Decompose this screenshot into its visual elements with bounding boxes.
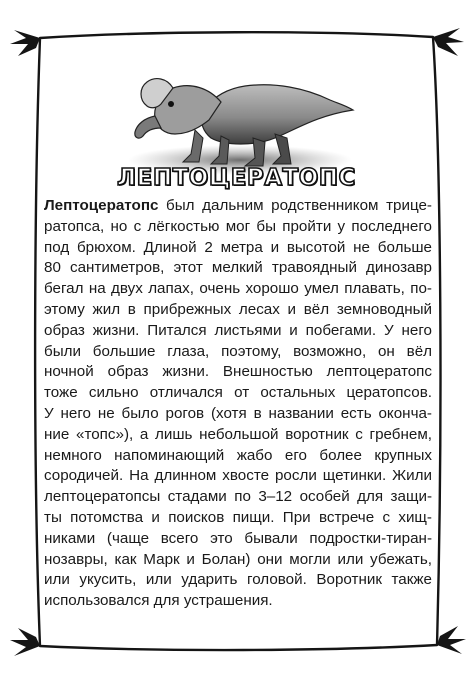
text-line: никами (чаще всего это бывали подростки-тиран-: [44, 529, 432, 547]
text-line: под брюхом. Длиной 2 метра и высотой не больше: [44, 238, 432, 256]
dinosaur-illustration: [125, 58, 355, 178]
text-line: нозавры, как Марк и Болан) они могли или убежать,: [44, 550, 432, 568]
text-line: использовался для устрашения.: [44, 592, 273, 610]
corner-claw-icon: [10, 628, 40, 656]
text-line: [44, 196, 432, 217]
text-line: этому жил в прибрежных лесах и вёл земноводный: [44, 300, 432, 318]
text-line: немного напоминающий жабо его более крупных: [44, 446, 432, 464]
corner-claw-icon: [433, 28, 464, 56]
text-line: ты потомства и поисков пищи. При встрече с хищ-: [44, 508, 432, 526]
corner-claw-icon: [10, 30, 40, 56]
text-line: ночной образ жизни. Внешностью лептоцератопс: [44, 363, 432, 381]
article-body: [44, 196, 432, 612]
text-line: У него не было рогов (хотя в названии есть оконча-: [44, 404, 432, 422]
article-heading: ЛЕПТОЦЕРАТОПС: [117, 165, 356, 191]
text-line: ние «топс»), а лишь небольшой воротник с гребнем,: [44, 425, 432, 443]
text-line: или укусить, или ударить головой. Воротник также: [44, 571, 432, 589]
lead-term: Лептоцератопс: [44, 197, 159, 214]
text-line: сородичей. На длинном хвосте росли щетинки. Жили: [44, 467, 432, 485]
text-line: ратопса, но с лёгкостью мог бы пройти у последнего: [44, 217, 432, 235]
text-line: тоже сильно отличался от остальных цератопсов.: [44, 384, 432, 402]
text-line: 80 сантиметров, этот мелкий травоядный динозавр: [44, 259, 432, 277]
text-line-rest: был дальним родственником трице-: [158, 197, 432, 214]
text-line: бегал на двух лапах, очень хорошо умел плавать, по-: [44, 280, 432, 298]
text-line: лептоцератопсы стадами по 3–12 особей для защи-: [44, 488, 432, 506]
text-line: были большие глаза, поэтому, возможно, он вёл: [44, 342, 432, 360]
corner-claw-icon: [437, 626, 466, 654]
text-line: образ жизни. Питался листьями и побегами. У него: [44, 321, 432, 339]
